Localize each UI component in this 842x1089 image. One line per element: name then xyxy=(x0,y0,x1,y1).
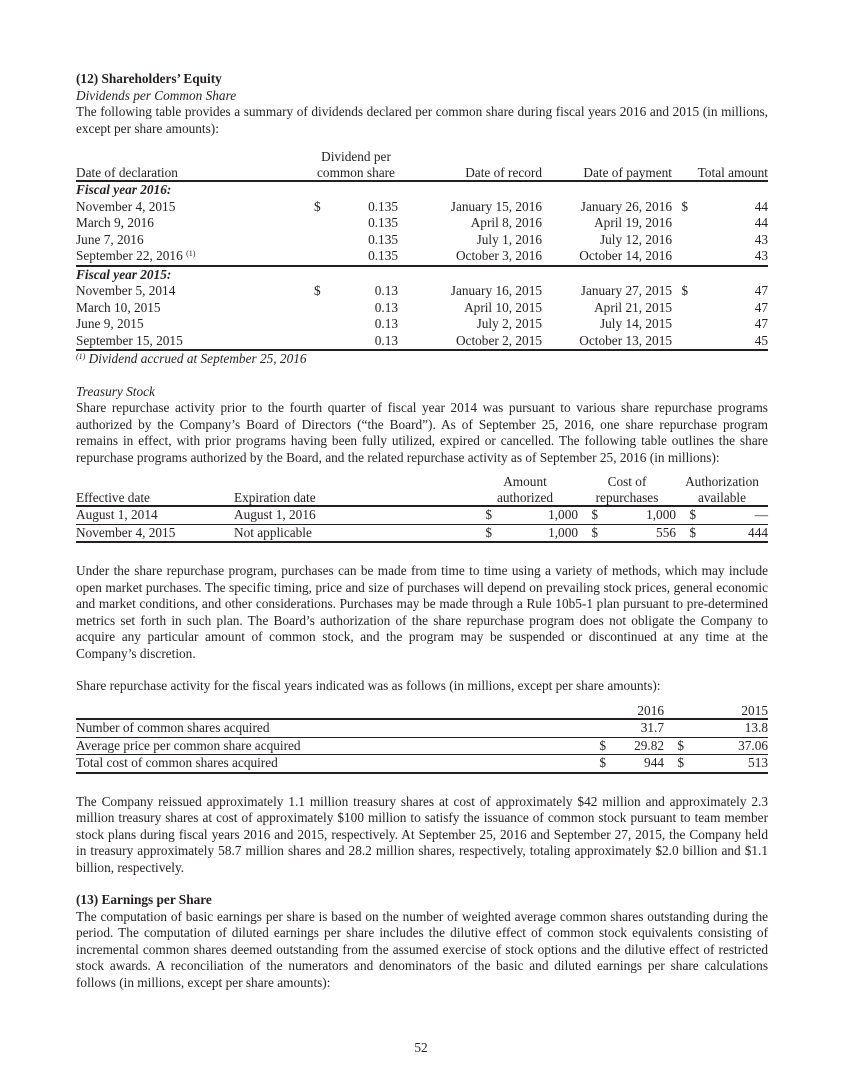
document-page xyxy=(76,71,768,991)
table-row: Average price per common share acquired $ 29.82 $ 37.06 xyxy=(76,737,768,753)
col-date-of-record: Date of record xyxy=(465,164,542,180)
eps-paragraph: The computation of basic earnings per share is based on the number of weighted average common shares outstanding during the period. The computation of diluted earnings per share includes the dilutive effect of common stock equivalents consisting of incremental common shares deemed outstanding from the assumed exercise of stock options and the dilutive effect of restricted stock awards. A reconciliation of the numerators and denominators of the basic and diluted earnings per share calculations follows (in millions, except per share amounts): xyxy=(76,908,768,990)
col-effective-date: Effective date xyxy=(76,489,150,505)
col-dividend-per-share: Dividend per common share xyxy=(317,149,395,180)
table-row: June 7, 2016 0.135 July 1, 2016 July 12, 2016 43 xyxy=(76,231,768,247)
section-13-heading: (13) Earnings per Share xyxy=(76,892,212,907)
col-cost-of-repurchases: Cost of repurchases xyxy=(595,474,659,505)
table-row: Number of common shares acquired 31.7 13.8 xyxy=(76,720,768,735)
treasury-reissue-paragraph: The Company reissued approximately 1.1 million treasury shares at cost of approximately $42 million and approximately 2.3 million treasury shares at cost of approximately $100 million to satisfy the issuance of common stock pursuant to team member stock plans during fiscal years 2016 and 2015, respectively. At September 25, 2016 and September 27, 2015, the Company held in treasury approximately 58.7 million shares and 28.2 million shares, respectively, totaling approximately $2.0 billion and $1.1 billion, respectively. xyxy=(76,793,768,875)
col-date-of-payment: Date of payment xyxy=(583,164,672,180)
page-number: 52 xyxy=(414,1040,428,1055)
dividend-footnote: $^{(1)}$ Dividend accrued at September 25, 2016 xyxy=(76,351,307,366)
table-row: November 4, 2015 $ 0.135 January 15, 2016 January 26, 2016 $ 44 xyxy=(76,198,768,214)
table-row: September 15, 2015 0.13 October 2, 2015 October 13, 2015 45 xyxy=(76,333,768,351)
col-year-2016: 2016 xyxy=(637,702,664,718)
repurchase-programs-table xyxy=(76,474,768,543)
col-authorization-available: Authorization available xyxy=(685,474,759,505)
repurchase-activity-intro: Share repurchase activity for the fiscal years indicated was as follows (in millions, except per share amounts): xyxy=(76,678,661,693)
table-row: June 9, 2015 0.13 July 2, 2015 July 14, 2015 47 xyxy=(76,316,768,331)
treasury-paragraph: Share repurchase activity prior to the fourth quarter of fiscal year 2014 was pursuant to various share repurchase programs authorized by the Company’s Board of Directors (“the Board”). As of September 25, 2016, one share repurchase program remains in effect, with prior programs having been fully utilized, expired or cancelled. The following table outlines the share repurchase programs authorized by the Board, and the related repurchase activity as of September 25, 2016 (in millions): xyxy=(76,400,768,465)
table-row: November 5, 2014 $ 0.13 January 16, 2015 January 27, 2015 $ 47 xyxy=(76,283,768,298)
table-row: November 4, 2015 Not applicable $ 1,000 $ 556 $ 444 xyxy=(76,524,768,542)
table-row: September 22, 2016 $^{(1)}$ 0.135 October 3, 2016 October 14, 2016 43 xyxy=(76,248,768,266)
repurchase-program-paragraph: Under the share repurchase program, purchases can be made from time to time using a variety of methods, which may include open market purchases. The specific timing, price and size of purchases will depend on prevailing stock prices, general economic and market conditions, and other considerations. Purchases may be made through a Rule 10b5-1 plan pursuant to pre-determined metrics set forth in such plan. The Board’s authorization of the share repurchase program does not obligate the Company to acquire any particular amount of common stock, and the program may be suspended or discontinued at any time at the Company’s discretion. xyxy=(76,563,768,661)
table-row: August 1, 2014 August 1, 2016 $ 1,000 $ 1,000 $ — xyxy=(76,507,768,522)
col-amount-authorized: Amount authorized xyxy=(496,474,554,505)
fiscal-year-2016-label: Fiscal year 2016: xyxy=(76,182,172,197)
col-year-2015: 2015 xyxy=(741,702,768,718)
repurchase-activity-table xyxy=(76,703,768,774)
col-expiration-date: Expiration date xyxy=(234,489,316,505)
footnote-marker: (1) xyxy=(186,249,196,258)
col-date-of-declaration: Date of declaration xyxy=(76,164,178,180)
dividends-table xyxy=(76,149,768,351)
dividends-intro: The following table provides a summary of dividends declared per common share during fiscal years 2016 and 2015 (in millions, except per share amounts): xyxy=(76,104,768,136)
table-row: March 10, 2015 0.13 April 10, 2015 April 21, 2015 47 xyxy=(76,299,768,315)
table-row: Total cost of common shares acquired $ 944 $ 513 xyxy=(76,755,768,773)
treasury-subheading: Treasury Stock xyxy=(76,383,155,399)
section-12-heading: (12) Shareholders’ Equity xyxy=(76,71,222,86)
fiscal-year-2015-label: Fiscal year 2015: xyxy=(76,266,172,282)
col-total-amount: Total amount xyxy=(697,164,768,180)
table-row: March 9, 2016 0.135 April 8, 2016 April 19, 2016 44 xyxy=(76,215,768,230)
dividends-subheading: Dividends per Common Share xyxy=(76,87,237,103)
